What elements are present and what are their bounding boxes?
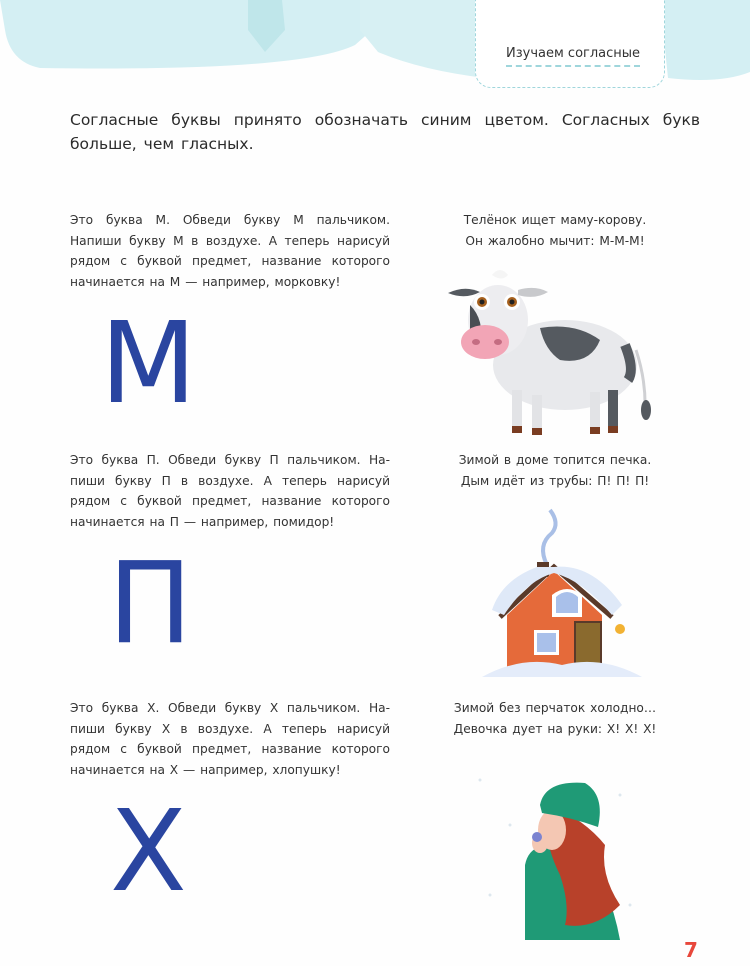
girl-blowing-hands-icon: [470, 765, 640, 945]
section-tab-label: Изучаем согласные: [506, 46, 640, 67]
section-tab: [475, 0, 665, 88]
caption-p-line2: Дым идёт из трубы: П! П! П!: [460, 473, 650, 488]
caption-x: [425, 698, 685, 739]
caption-m-line2: Он жалобно мычит: М-М-М!: [465, 233, 645, 248]
cow-icon: [440, 260, 660, 440]
big-letter-x: Х: [110, 787, 187, 917]
page-number: 7: [684, 938, 698, 962]
caption-p: [425, 450, 685, 491]
big-letter-p: П: [108, 539, 193, 669]
instruction-x: Это буква Х. Обведи букву Х пальчиком. Напиши букву Х в воздухе. А теперь нарисуй рядом с буквой предмет, название которого начинается на Х — например, хлопушку!: [70, 701, 390, 777]
cow-illustration: [440, 260, 660, 440]
house-illustration: [482, 505, 642, 685]
caption-x-line2: Девочка дует на руки: Х! Х! Х!: [453, 721, 657, 736]
intro-paragraph: Согласные буквы принято обозначать синим цветом. Согласных букв больше, чем гласных.: [70, 111, 700, 153]
big-letter-m: М: [100, 299, 197, 429]
caption-m-line1: Телёнок ищет маму-корову.: [463, 213, 647, 227]
caption-x-line1: Зимой без перчаток холодно…: [453, 701, 657, 715]
instruction-p: Это буква П. Обведи букву П пальчиком. Напиши букву П в воздухе. А теперь нарисуй рядом с буквой предмет, название которого начинается на П — например, помидор!: [70, 453, 390, 529]
instruction-m: Это буква М. Обведи букву М пальчиком. Напиши букву М в воздухе. А теперь нарисуй рядом с буквой предмет, название которого начинается на М — например, морковку!: [70, 213, 390, 289]
caption-p-line1: Зимой в доме топится печка.: [458, 453, 652, 467]
house-icon: [482, 505, 642, 685]
girl-illustration: [470, 765, 640, 945]
caption-m: [425, 210, 685, 251]
